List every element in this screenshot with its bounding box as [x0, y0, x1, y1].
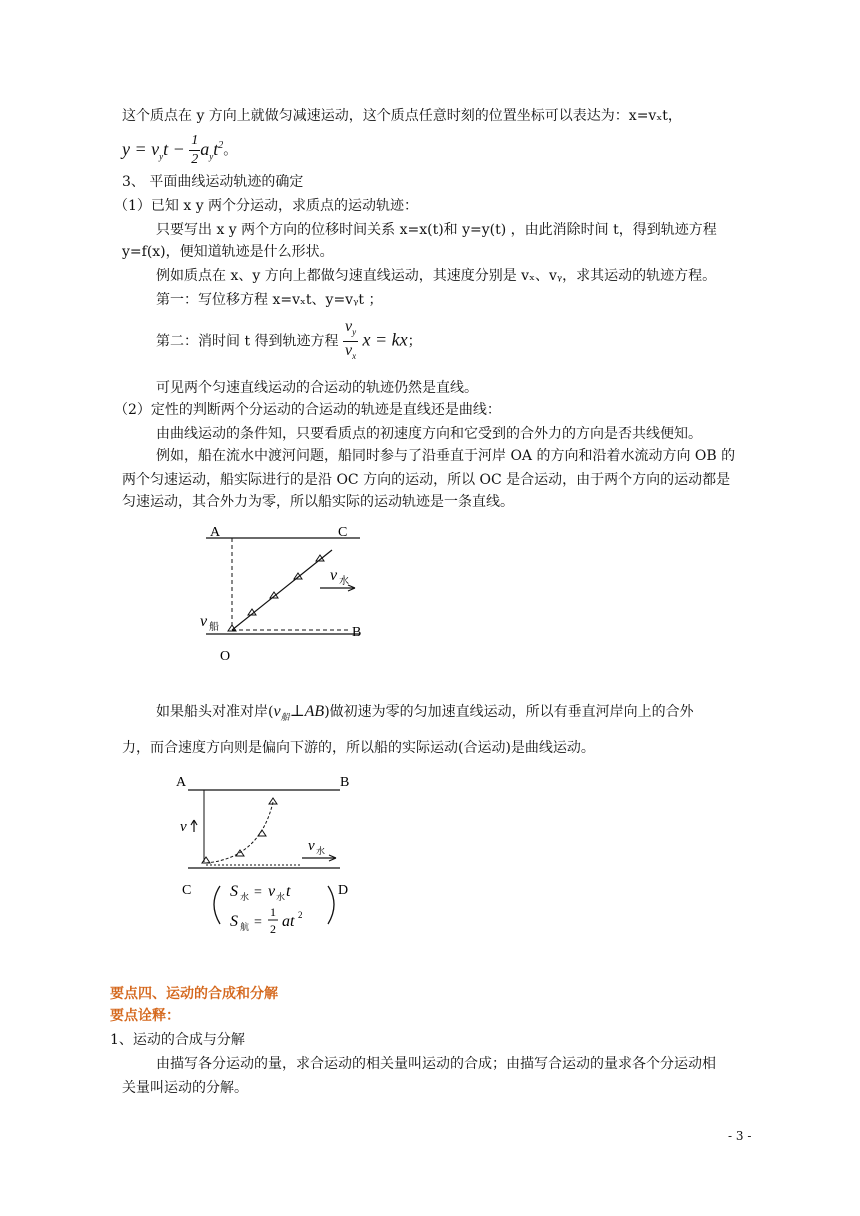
point-label-o: O: [220, 649, 231, 664]
text-line: 第一：写位移方程 x=vₓt、y=vᵧt ；: [156, 292, 383, 308]
section-title: 1、运动的合成与分解: [110, 1032, 245, 1048]
displacement-boat-symbol: S: [230, 913, 238, 930]
equals-sign: =: [254, 885, 262, 900]
text-line: y=f(x)，便知道轨迹是什么形状。: [122, 244, 334, 260]
svg-text:水: 水: [276, 892, 286, 902]
text-line: 这个质点在 y 方向上就做匀减速运动，这个质点任意时刻的位置坐标可以表达为：x=vₓt，: [122, 108, 682, 124]
displacement-water-symbol: S: [230, 883, 238, 900]
svg-text:v: v: [268, 883, 276, 900]
equation-trajectory: 第二：消时间 t 得到轨迹方程 $\frac{v_y}{v_x}$ x = kx；: [156, 318, 422, 362]
svg-text:2: 2: [298, 910, 303, 920]
text-line: 匀速运动，其合外力为零，所以船实际的运动轨迹是一条直线。: [122, 494, 514, 510]
text-line: 只要写出 x y 两个方向的位移时间关系 x=x(t)和 y=y(t) ，由此消除时间 t，得到轨迹方程: [156, 222, 717, 238]
svg-text:2: 2: [270, 922, 276, 936]
text-line: 例如，船在流水中渡河问题，船同时参与了沿垂直于河岸 OA 的方向和沿着水流动方向 OB 的: [156, 448, 736, 464]
text-line: 关量叫运动的分解。: [122, 1080, 248, 1096]
point-label-b: B: [352, 625, 362, 640]
text-line: 如果船头对准对岸$(v_船\perp AB)$做初速为零的匀加速直线运动，所以有垂直河岸向上的合外: [156, 703, 694, 723]
velocity-boat-subscript: 船: [209, 622, 219, 633]
svg-text:at: at: [282, 913, 295, 930]
point-label-d: D: [338, 883, 349, 898]
text-line: 由曲线运动的条件知，只要看质点的初速度方向和它受到的合外力的方向是否共线便知。: [156, 426, 702, 442]
subsection-title: （1）已知 x y 两个分运动，求质点的运动轨迹：: [114, 198, 419, 214]
subsection-title: （2）定性的判断两个分运动的合运动的轨迹是直线还是曲线：: [114, 402, 501, 418]
section-title: 3、 平面曲线运动轨迹的确定: [122, 174, 304, 190]
velocity-boat-label: v: [200, 613, 208, 630]
point-label-b: B: [340, 775, 350, 790]
velocity-label: v: [180, 819, 187, 835]
point-label-c: C: [182, 883, 192, 898]
displacement-water-subscript: 水: [240, 892, 250, 902]
velocity-water-label: v: [330, 567, 338, 584]
page-number: - 3 -: [728, 1129, 752, 1143]
river-diagram-straight: [190, 518, 380, 668]
equation-y: $y = v_yt$ − $\frac{1}{2}$ $a_yt^2$。: [122, 133, 238, 167]
point-label-c: C: [338, 525, 348, 540]
text-line: 可见两个匀速直线运动的合运动的轨迹仍然是直线。: [156, 380, 478, 396]
svg-text:t: t: [286, 883, 291, 900]
explanation-heading: 要点诠释：: [110, 1008, 180, 1024]
text-line: 两个匀速运动，船实际进行的是沿 OC 方向的运动，所以 OC 是合运动，由于两个方向的运动都是: [122, 472, 731, 488]
displacement-boat-subscript: 航: [240, 922, 250, 932]
velocity-water-subscript: 水: [316, 846, 326, 856]
velocity-water-subscript: 水: [339, 576, 349, 587]
text-line: 力，而合速度方向则是偏向下游的，所以船的实际运动(合运动)是曲线运动。: [122, 740, 595, 756]
velocity-water-label: v: [308, 838, 315, 854]
svg-text:1: 1: [270, 905, 276, 919]
text-line: 例如质点在 x、y 方向上都做匀速直线运动，其速度分别是 vₓ、vᵧ，求其运动的轨迹方程。: [156, 268, 717, 284]
key-point-heading: 要点四、运动的合成和分解: [110, 986, 278, 1002]
river-diagram-curved: [170, 768, 360, 940]
text-line: 由描写各分运动的量，求合运动的相关量叫运动的合成；由描写合运动的量求各个分运动相: [156, 1056, 716, 1072]
point-label-a: A: [210, 525, 221, 540]
point-label-a: A: [176, 775, 187, 790]
equals-sign: =: [254, 915, 262, 930]
